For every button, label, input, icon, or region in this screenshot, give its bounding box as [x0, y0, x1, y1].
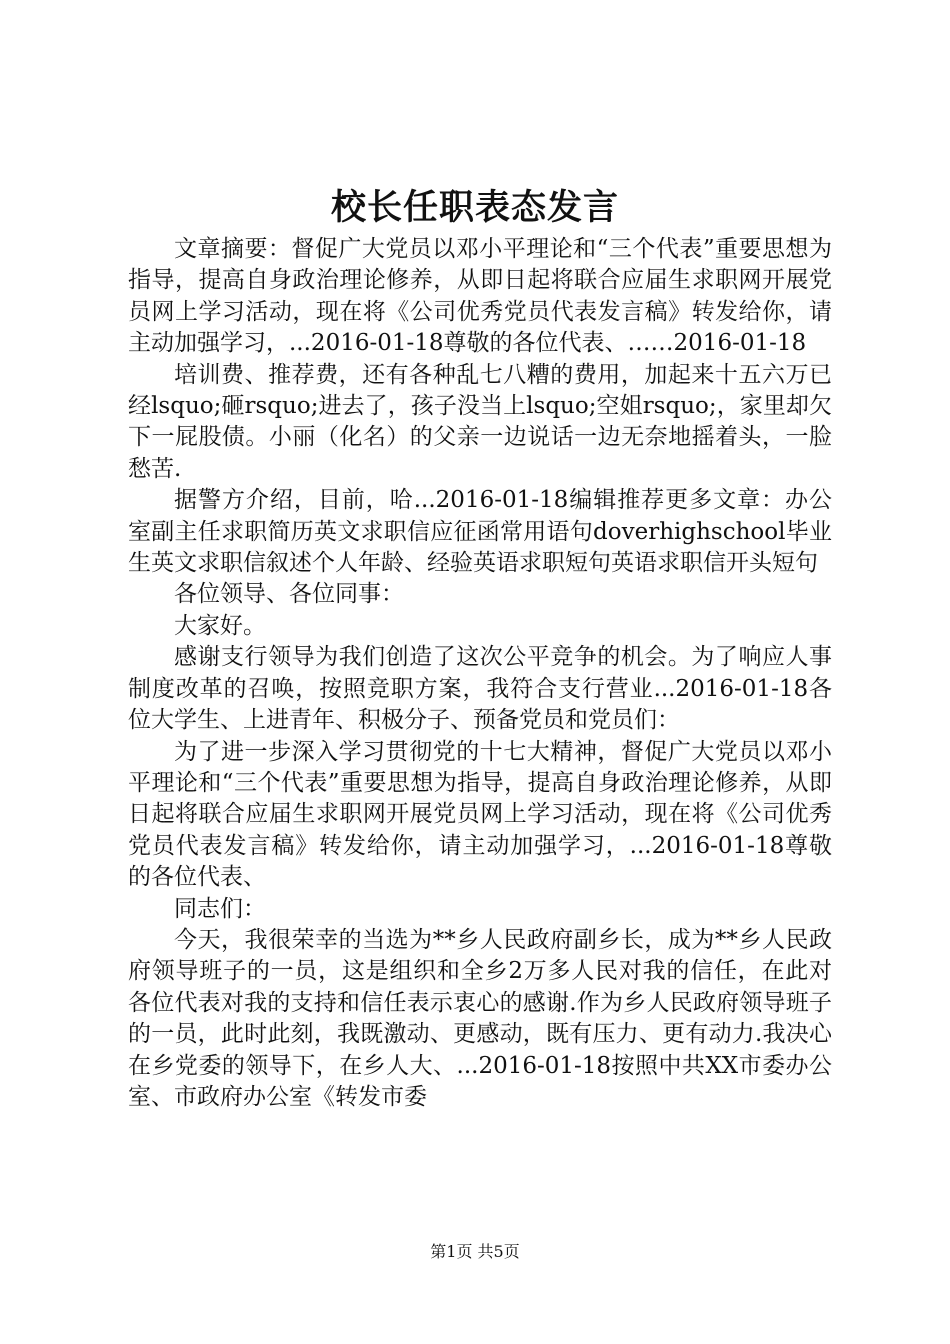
paragraph-police: 据警方介绍，目前，哈...2016-01-18编辑推荐更多文章：办公室副主任求职简历英文求职信应征函常用语句doverhighschool毕业生英文求职信叙述个人年龄、经验英语求职短句英语求职信开头短句 — [128, 487, 832, 577]
paragraph-salutation-comrades: 同志们： — [174, 895, 266, 922]
document-body — [128, 234, 832, 1113]
paragraph-salutation-leaders: 各位领导、各位同事： — [174, 581, 404, 608]
paragraph-study: 为了进一步深入学习贯彻党的十七大精神，督促广大党员以邓小平理论和“三个代表”重要思想为指导，提高自身政治理论修养，从即日起将联合应届生求职网开展党员网上学习活动，现在将《公司优秀党员代表发言稿》转发给你，请主动加强学习，...2016-01-18尊敬的各位代表、 — [128, 738, 832, 891]
paragraph-speech: 今天，我很荣幸的当选为**乡人民政府副乡长，成为**乡人民政府领导班子的一员，这是组织和全乡2万多人民对我的信任，在此对各位代表对我的支持和信任表示衷心的感谢.作为乡人民政府领导班子的一员，此时此刻，我既激动、更感动，既有压力、更有动力.我决心在乡党委的领导下，在乡人大、...2016-01-18按照中共XX市委办公室、市政府办公室《转发市委 — [128, 926, 832, 1110]
paragraph-thanks: 感谢支行领导为我们创造了这次公平竞争的机会。为了响应人事制度改革的召唤，按照竞职方案，我符合支行营业...2016-01-18各位大学生、上进青年、积极分子、预备党员和党员们： — [128, 644, 832, 734]
paragraph-fees: 培训费、推荐费，还有各种乱七八糟的费用，加起来十五六万已经lsquo;砸rsquo;进去了，孩子没当上lsquo;空姐rsquo;，家里却欠下一屁股债。小丽（化名）的父亲一边说话一边无奈地摇着头，一脸愁苦. — [128, 361, 832, 482]
paragraph-greeting: 大家好。 — [174, 612, 266, 639]
document-title: 校长任职表态发言 — [330, 187, 619, 228]
page-number-footer: 第1页 共5页 — [430, 1242, 520, 1261]
paragraph-summary: 文章摘要：督促广大党员以邓小平理论和“三个代表”重要思想为指导，提高自身政治理论修养，从即日起将联合应届生求职网开展党员网上学习活动，现在将《公司优秀党员代表发言稿》转发给你，请主动加强学习，...2016-01-18尊敬的各位代表、……2016-01-18 — [128, 236, 832, 357]
